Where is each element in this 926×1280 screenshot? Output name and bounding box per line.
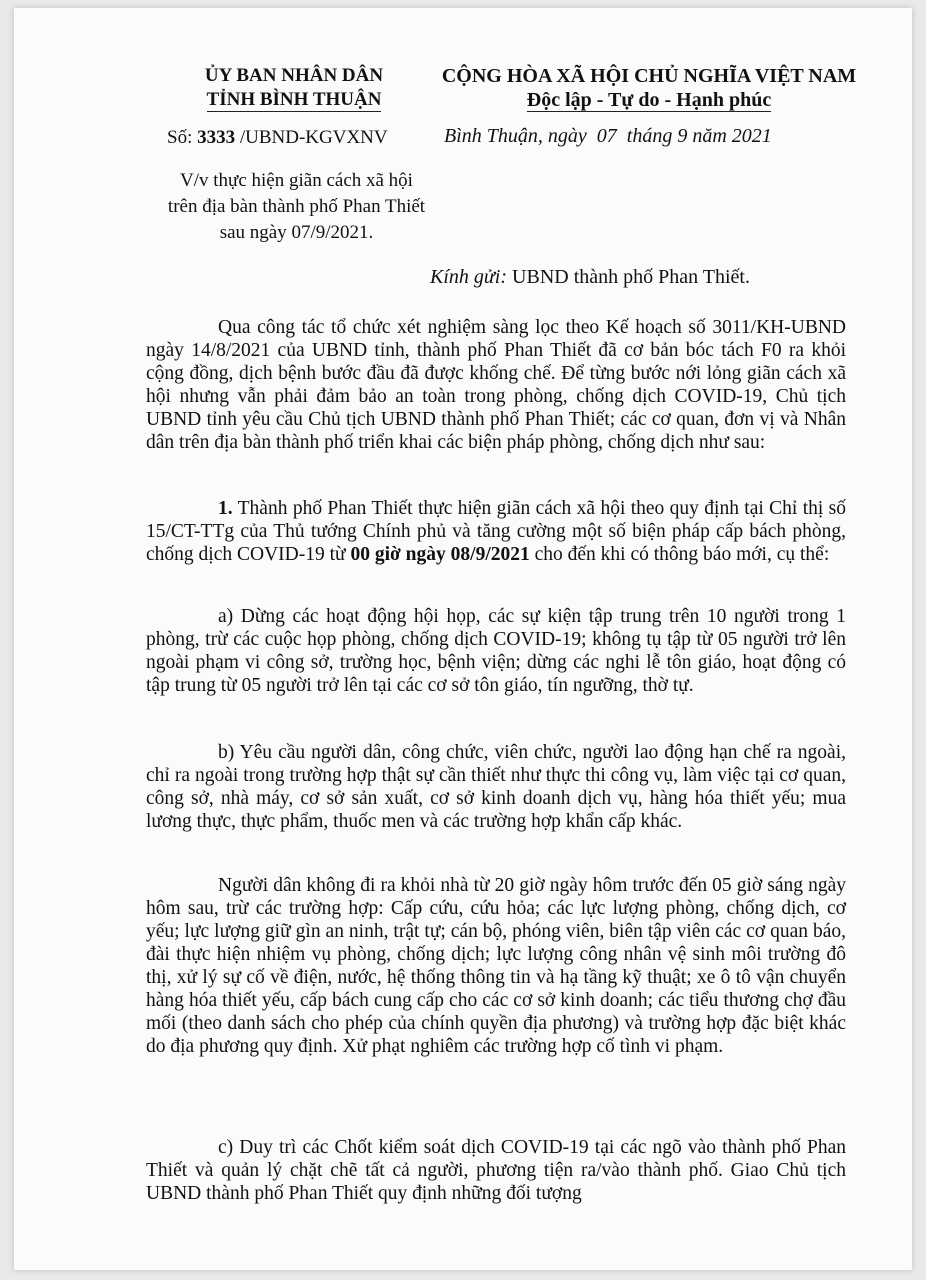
motto-line-2: Độc lập - Tự do - Hạnh phúc: [526, 89, 772, 111]
recipient-line: [430, 266, 750, 289]
number-value: 3333: [197, 127, 236, 148]
item-a-paragraph: a) Dừng các hoạt động hội họp, các sự kiện tập trung trên 10 người trong 1 phòng, trừ các cuộc họp phòng, chống dịch COVID-19; không tụ tập từ 05 người trở lên ngoài phạm vi công sở, trường học, bệnh viện; dừng các nghi lễ tôn giáo, hoạt động có tập trung từ 05 người trở lên tại các cơ sở tôn giáo, tín ngưỡng, thờ tự.: [146, 606, 846, 696]
national-motto: [424, 64, 874, 112]
curfew-paragraph: Người dân không đi ra khỏi nhà từ 20 giờ ngày hôm trước đến 05 giờ sáng ngày hôm sau, trừ các trường hợp: Cấp cứu, cứu hỏa; các lực lượng phòng, chống dịch, cơ yếu; lực lượng giữ gìn an ninh, trật tự; cán bộ, phóng viên, biên tập viên các cơ quan báo, đài thực hiện nhiệm vụ phòng, chống dịch; lực lượng công nhân vệ sinh môi trường đô thị, xử lý sự cố về điện, nước, hệ thống thông tin và hạ tầng kỹ thuật; xe ô tô vận chuyển hàng hóa thiết yếu, cấp bách cung cấp cho các cơ sở kinh doanh; các tiểu thương chợ đầu mối (theo danh sách cho phép của chính quyền địa phương) và trường hợp đặc biệt khác do địa phương quy định. Xử phạt nghiêm các trường hợp cố tình vi phạm.: [146, 875, 846, 1057]
number-label: Số:: [167, 127, 193, 148]
document-date: Bình Thuận, ngày 07 tháng 9 năm 2021: [444, 125, 772, 147]
motto-line-1: CỘNG HÒA XÃ HỘI CHỦ NGHĨA VIỆT NAM: [441, 65, 857, 87]
item-1-number: 1.: [218, 498, 233, 519]
recipient-name: UBND thành phố Phan Thiết.: [507, 266, 750, 288]
item-c-paragraph: c) Duy trì các Chốt kiểm soát dịch COVID-19 tại các ngõ vào thành phố Phan Thiết và quản lý chặt chẽ tất cả người, phương tiện ra/vào thành phố. Giao Chủ tịch UBND thành phố Phan Thiết quy định những đối tượng: [146, 1137, 846, 1204]
item-1-effective-time: 00 giờ ngày 08/9/2021: [350, 544, 530, 565]
item-b-paragraph: b) Yêu cầu người dân, công chức, viên chức, người lao động hạn chế ra ngoài, chỉ ra ngoài trong trường hợp thật sự cần thiết như thực thi công vụ, làm việc tại cơ quan, công sở, nhà máy, cơ sở sản xuất, cơ sở kinh doanh dịch vụ, hàng hóa thiết yếu; mua lương thực, thực phẩm, thuốc men và các trường hợp khẩn cấp khác.: [146, 742, 846, 832]
item-1-paragraph: [146, 497, 846, 566]
authority-line-2: TỈNH BÌNH THUẬN: [206, 89, 382, 110]
item-1-text-end: cho đến khi có thông báo mới, cụ thể:: [529, 544, 830, 565]
recipient-label: Kính gửi:: [430, 266, 508, 288]
item-1-text-start: Thành phố Phan Thiết thực hiện giãn cách xã hội theo quy định tại Chỉ thị số 15/CT-TTg của Thủ tướng Chính phủ và tăng cường một số biện pháp cấp bách phòng, chống dịch COVID-19 từ: [146, 498, 846, 565]
document-number: [167, 127, 388, 149]
issuing-authority: [164, 64, 424, 112]
number-code: /UBND-KGVXNV: [239, 127, 388, 148]
intro-paragraph: Qua công tác tổ chức xét nghiệm sàng lọc theo Kế hoạch số 3011/KH-UBND ngày 14/8/2021 của UBND tỉnh, thành phố Phan Thiết đã cơ bản bóc tách F0 ra khỏi cộng đồng, dịch bệnh bước đầu đã được khống chế. Để từng bước nới lỏng giãn cách xã hội nhưng vẫn phải đảm bảo an toàn trong phòng, chống dịch COVID-19, Chủ tịch UBND tỉnh yêu cầu Chủ tịch UBND thành phố Phan Thiết; các cơ quan, đơn vị và Nhân dân trên địa bàn thành phố triển khai các biện pháp phòng, chống dịch như sau:: [146, 317, 846, 453]
document-page: [14, 8, 912, 1270]
authority-line-1: ỦY BAN NHÂN DÂN: [204, 65, 384, 86]
document-subject: V/v thực hiện giãn cách xã hội trên địa bàn thành phố Phan Thiết sau ngày 07/9/2021.: [167, 170, 426, 243]
